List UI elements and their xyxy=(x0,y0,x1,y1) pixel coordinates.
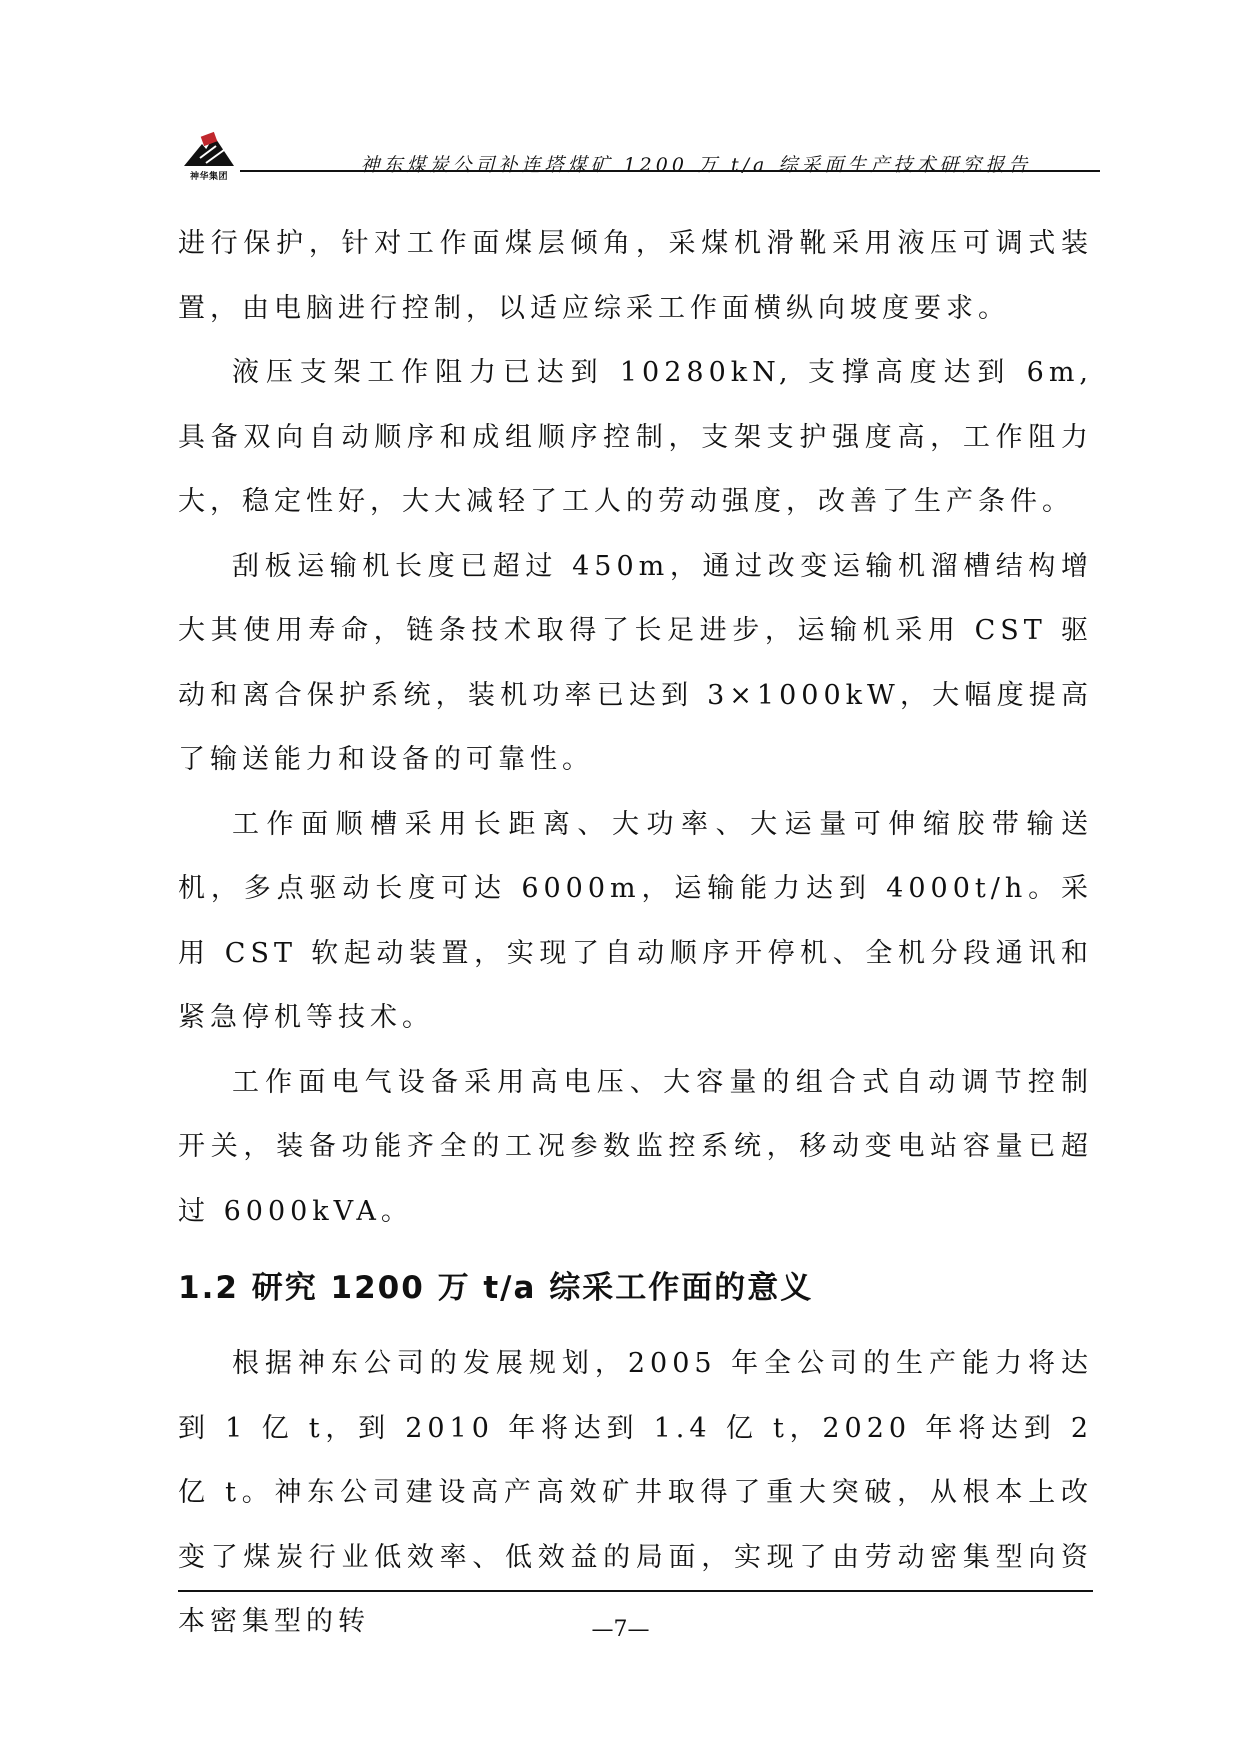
header-title: 神东煤炭公司补连塔煤矿 1200 万 t/a 综采面生产技术研究报告 xyxy=(360,154,1032,176)
body-text xyxy=(178,212,1093,1655)
header-divider xyxy=(240,170,1100,172)
section-heading: 1.2 研究 1200 万 t/a 综采工作面的意义 xyxy=(178,1270,814,1306)
paragraph-belt-conveyor: 工作面顺槽采用长距离、大功率、大运量可伸缩胶带输送机，多点驱动长度可达 6000m，运输能力达到 4000t/h。采用 CST 软起动装置，实现了自动顺序开停机、全机分段通讯和紧急停机等技术。 xyxy=(178,808,1093,1033)
paragraph-scraper-conveyor: 刮板运输机长度已超过 450m，通过改变运输机溜槽结构增大其使用寿命，链条技术取得了长足进步，运输机采用 CST 驱动和离合保护系统，装机功率已达到 3×1000kW，大幅度提高了输送能力和设备的可靠性。 xyxy=(178,550,1093,775)
paragraph-hydraulic-support: 液压支架工作阻力已达到 10280kN, 支撑高度达到 6m, 具备双向自动顺序和成组顺序控制，支架支护强度高，工作阻力大，稳定性好，大大减轻了工人的劳动强度，改善了生产条件。 xyxy=(178,357,1093,517)
logo-mark-icon xyxy=(180,130,238,170)
paragraph-development-plan: 根据神东公司的发展规划，2005 年全公司的生产能力将达到 1 亿 t，到 2010 年将达到 1.4 亿 t，2020 年将达到 2 亿 t。神东公司建设高产高效矿井取得了重大突破，从根本上改变了煤炭行业低效率、低效益的局面，实现了由劳动密集型向资本密集型的转 xyxy=(178,1348,1093,1637)
logo-text: 神华集团 xyxy=(190,172,229,182)
page-number: —7— xyxy=(591,1617,650,1642)
page-header xyxy=(172,126,1100,182)
paragraph-electrical-equipment: 工作面电气设备采用高电压、大容量的组合式自动调节控制开关，装备功能齐全的工况参数监控系统，移动变电站容量已超过 6000kVA。 xyxy=(178,1066,1093,1227)
shenhua-logo xyxy=(180,130,238,182)
paragraph-continued: 进行保护，针对工作面煤层倾角，采煤机滑靴采用液压可调式装置，由电脑进行控制，以适应综采工作面横纵向坡度要求。 xyxy=(178,228,1093,324)
footer-divider xyxy=(178,1590,1093,1592)
